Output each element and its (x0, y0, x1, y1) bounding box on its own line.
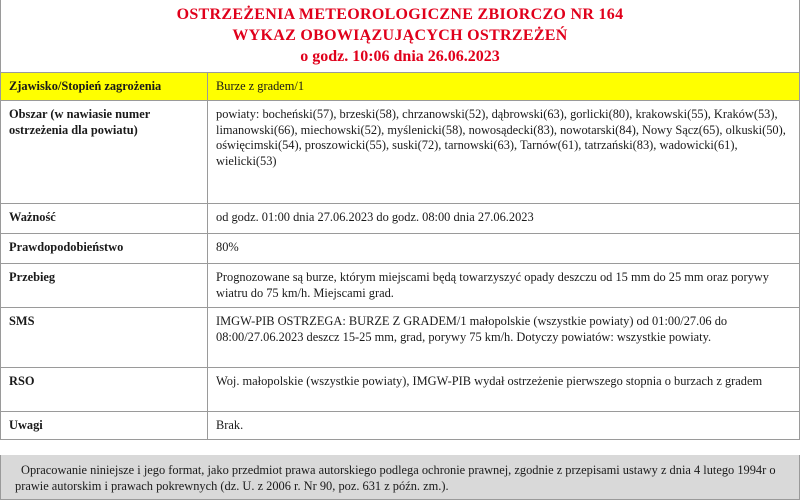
row-value-area: powiaty: bocheński(57), brzeski(58), chrzanowski(52), dąbrowski(63), gorlicki(80), krakowski(55), Kraków(53), limanowski(66), miechowski(52), myślenicki(58), nowosądecki(83), nowotarski(84), Nowy Sącz(65), olkuski(50), oświęcimski(54), proszowicki(55), suski(72), tarnowski(63), Tarnów(61), tatrzański(83), wadowicki(61), wielicki(53) (208, 101, 800, 204)
table-row (1, 412, 800, 440)
row-key-course: Przebieg (1, 264, 208, 308)
table-row (1, 368, 800, 412)
row-value-probability: 80% (208, 234, 800, 264)
warnings-table (0, 72, 800, 440)
copyright-footer: Opracowanie niniejsze i jego format, jako przedmiot prawa autorskiego podlega ochronie prawnej, zgodnie z przepisami ustawy z dnia 4 lutego 1994r o prawie autorskim i prawach pokrewnych (dz. U. z 2006 r. Nr 90, poz. 631 z późn. zm.). (0, 455, 800, 500)
row-value-validity: od godz. 01:00 dnia 27.06.2023 do godz. 08:00 dnia 27.06.2023 (208, 204, 800, 234)
table-row (1, 73, 800, 101)
row-value-remarks: Brak. (208, 412, 800, 440)
table-row (1, 264, 800, 308)
header-subtitle: WYKAZ OBOWIĄZUJĄCYCH OSTRZEŻEŃ (232, 27, 568, 44)
row-key-area: Obszar (w nawiasie numer ostrzeżenia dla powiatu) (1, 101, 208, 204)
row-value-rso: Woj. małopolskie (wszystkie powiaty), IMGW-PIB wydał ostrzeżenie pierwszego stopnia o burzach z gradem (208, 368, 800, 412)
row-value-course: Prognozowane są burze, którym miejscami będą towarzyszyć opady deszczu od 15 mm do 25 mm oraz porywy wiatru do 75 km/h. Miejscami grad. (208, 264, 800, 308)
table-row (1, 204, 800, 234)
row-key-rso: RSO (1, 368, 208, 412)
row-key-sms: SMS (1, 308, 208, 368)
header-title: OSTRZEŻENIA METEOROLOGICZNE ZBIORCZO NR 164 (176, 6, 624, 23)
row-key-probability: Prawdopodobieństwo (1, 234, 208, 264)
row-key-phenomenon: Zjawisko/Stopień zagrożenia (1, 73, 208, 101)
row-key-validity: Ważność (1, 204, 208, 234)
table-row (1, 101, 800, 204)
header-timestamp: o godz. 10:06 dnia 26.06.2023 (300, 48, 500, 65)
row-key-remarks: Uwagi (1, 412, 208, 440)
document-header (0, 0, 800, 72)
table-row (1, 308, 800, 368)
row-value-sms: IMGW-PIB OSTRZEGA: BURZE Z GRADEM/1 małopolskie (wszystkie powiaty) od 01:00/27.06 do 08:00/27.06.2023 deszcz 15-25 mm, grad, porywy 75 km/h. Dotyczy powiatów: wszystkie powiaty. (208, 308, 800, 368)
table-row (1, 234, 800, 264)
row-value-phenomenon: Burze z gradem/1 (208, 73, 800, 101)
